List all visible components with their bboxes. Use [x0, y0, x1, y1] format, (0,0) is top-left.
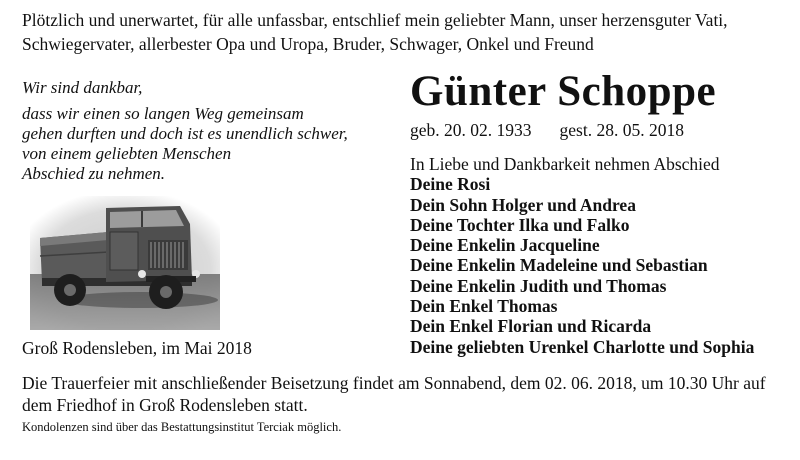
condolence-note: Kondolenzen sind über das Bestattungsinstitut Terciak möglich.: [22, 420, 342, 434]
quote-line: gehen durften und doch ist es unendlich schwer,: [22, 124, 348, 143]
death-date: gest. 28. 05. 2018: [559, 120, 684, 140]
quote-line: dass wir einen so langen Weg gemeinsam: [22, 104, 304, 123]
mourners-list: [410, 174, 790, 357]
funeral-notice: Die Trauerfeier mit anschließender Beisetzung findet am Sonnabend, dem 02. 06. 2018, um 10.30 Uhr auf dem Friedhof in Groß Rodensleben statt.: [22, 373, 766, 415]
mourner-item: Deine geliebten Urenkel Charlotte und Sophia: [410, 336, 755, 357]
birth-date: geb. 20. 02. 1933: [410, 120, 532, 140]
life-dates: [410, 118, 684, 142]
truck-icon: [30, 196, 220, 330]
mourner-item: Dein Enkel Florian und Ricarda: [410, 316, 652, 337]
mourners-block: [410, 154, 790, 357]
mourner-item: Dein Enkel Thomas: [410, 296, 558, 317]
quote-line: Abschied zu nehmen.: [22, 164, 166, 183]
mourners-heading: In Liebe und Dankbarkeit nehmen Abschied: [410, 154, 720, 174]
mourner-item: Deine Rosi: [410, 174, 491, 195]
deceased-name: Günter Schoppe: [410, 68, 717, 115]
intro-text: Plötzlich und unerwartet, für alle unfassbar, entschlief mein geliebter Mann, unser herzensguter Vati, Schwiegervater, allerbester Opa und Uropa, Bruder, Schwager, Onkel und Freund: [22, 10, 728, 54]
place-and-date: Groß Rodensleben, im Mai 2018: [22, 338, 252, 358]
truck-photo: [30, 196, 220, 330]
quote-block: [22, 78, 392, 184]
quote-line: von einem geliebten Menschen: [22, 144, 232, 163]
mourner-item: Dein Sohn Holger und Andrea: [410, 194, 636, 215]
quote-line: Wir sind dankbar,: [22, 78, 143, 97]
mourner-item: Deine Enkelin Judith und Thomas: [410, 275, 667, 296]
mourner-item: Deine Tochter Ilka und Falko: [410, 214, 630, 235]
mourner-item: Deine Enkelin Jacqueline: [410, 235, 600, 256]
mourner-item: Deine Enkelin Madeleine und Sebastian: [410, 255, 708, 276]
